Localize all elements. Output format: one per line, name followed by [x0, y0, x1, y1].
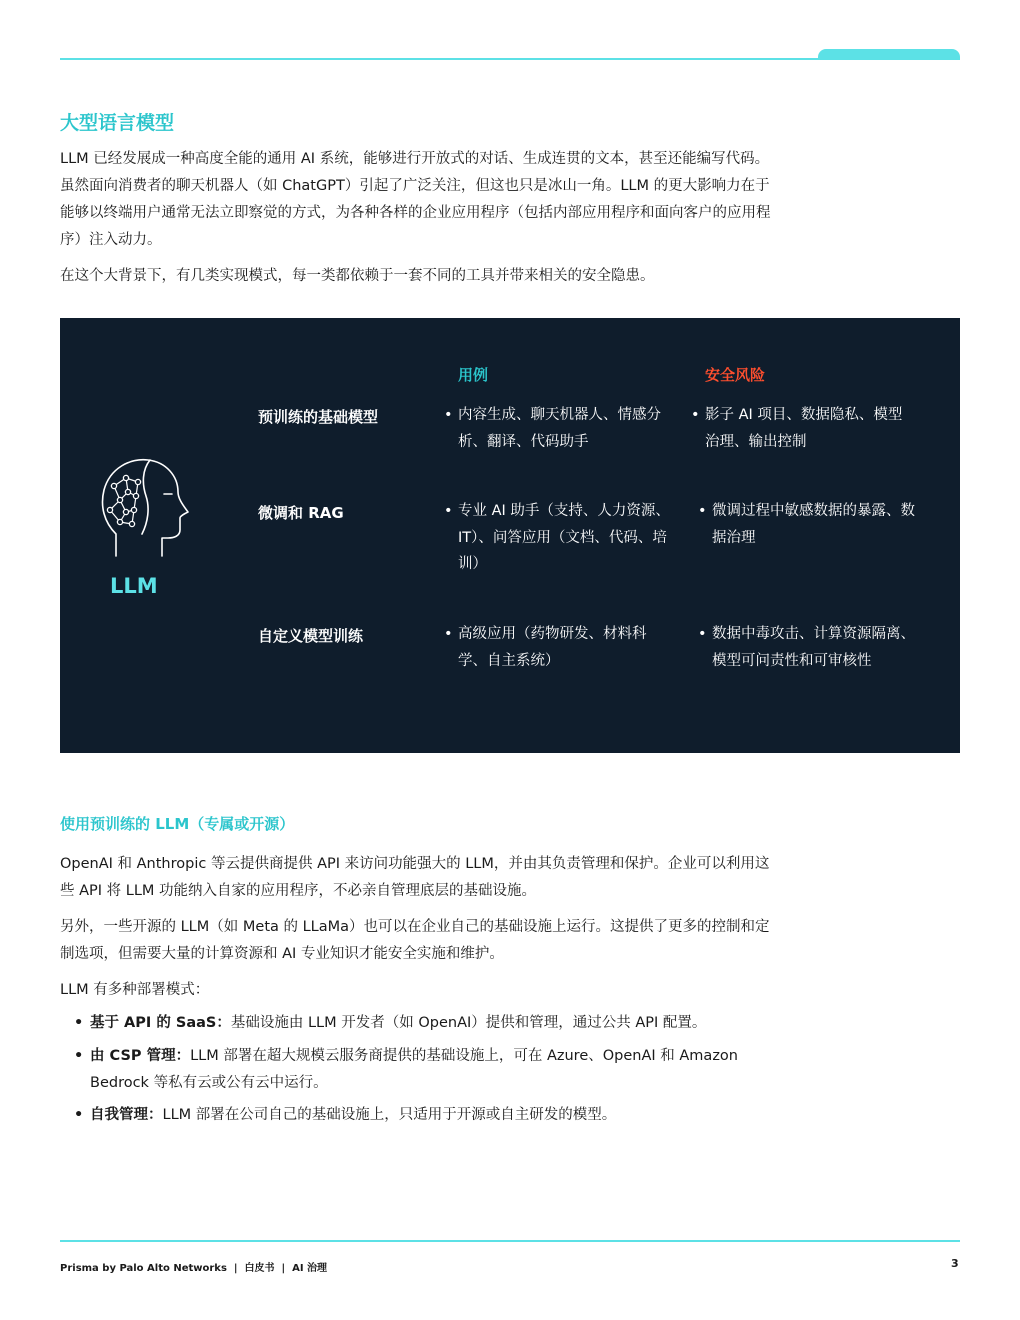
risk-text: 影子 AI 项目、数据隐私、模型治理、输出控制: [705, 407, 903, 450]
row-title-finetune-rag: 微调和 RAG: [258, 504, 344, 522]
cloud-api-paragraph: OpenAI 和 Anthropic 等云提供商提供 API 来访问功能强大的 LLM，并由其负责管理和保护。企业可以利用这些 API 将 LLM 功能纳入自家的应用程序，不必亲自管理底层的基础设施。: [60, 856, 770, 899]
open-source-paragraph: 另外，一些开源的 LLM（如 Meta 的 LLaMa）也可以在企业自己的基础设施上运行。这提供了更多的控制和定制选项，但需要大量的计算资源和 AI 专业知识才能安全实施和维护。: [60, 919, 770, 962]
row-title-custom-training: 自定义模型训练: [258, 627, 364, 645]
footer-brand: Prisma by Palo Alto Networks: [60, 1263, 227, 1274]
footer-separator: |: [281, 1263, 286, 1274]
header-rule: [60, 58, 960, 60]
section-title: 大型语言模型: [60, 112, 175, 134]
bullet-lead: 基于 API 的 SaaS：: [90, 1015, 231, 1031]
bullet-text: 基础设施由 LLM 开发者（如 OpenAI）提供和管理，通过公共 API 配置。: [230, 1015, 707, 1031]
footer-rule: [60, 1240, 960, 1242]
footer: [60, 1259, 327, 1274]
bullet-lead: 自我管理：: [90, 1107, 163, 1123]
bullet-saas: • 基于 API 的 SaaS：基础设施由 LLM 开发者（如 OpenAI）提供和管理，通过公共 API 配置。: [74, 1015, 707, 1031]
deployment-intro: LLM 有多种部署模式：: [60, 982, 210, 998]
footer-separator: |: [233, 1263, 238, 1274]
use-case-text: 内容生成、聊天机器人、情感分析、翻译、代码助手: [458, 407, 661, 450]
column-header-use-cases: 用例: [458, 366, 489, 384]
bullet-text: LLM 部署在超大规模云服务商提供的基础设施上，可在 Azure、OpenAI 和 Amazon Bedrock 等私有云或公有云中运行。: [90, 1048, 738, 1091]
footer-doc-type: 白皮书: [244, 1263, 275, 1274]
row-title-pretrained: 预训练的基础模型: [258, 408, 379, 426]
footer-topic: AI 治理: [292, 1263, 328, 1274]
risk-pretrained: • 影子 AI 项目、数据隐私、模型治理、输出控制: [691, 407, 903, 450]
column-header-security-risks: 安全风险: [705, 366, 766, 384]
bullet-self-managed: • 自我管理：LLM 部署在公司自己的基础设施上，只适用于开源或自主研发的模型。: [74, 1107, 617, 1123]
use-case-text: 高级应用（药物研发、材料科学、自主系统）: [458, 626, 647, 669]
context-paragraph: 在这个大背景下，有几类实现模式，每一类都依赖于一套不同的工具并带来相关的安全隐患。: [60, 268, 655, 284]
use-case-custom-training: • 高级应用（药物研发、材料科学、自主系统）: [444, 626, 647, 669]
head-brain-network-icon: [98, 456, 190, 560]
risk-text: 数据中毒攻击、计算资源隔离、模型可问责性和可审核性: [712, 626, 915, 669]
bullet-lead: 由 CSP 管理：: [90, 1048, 191, 1064]
use-case-text: 专业 AI 助手（支持、人力资源、IT）、问答应用（文档、代码、培训）: [458, 503, 670, 572]
bullet-csp-managed: • 由 CSP 管理：LLM 部署在超大规模云服务商提供的基础设施上，可在 Azure、OpenAI 和 Amazon Bedrock 等私有云或公有云中运行。: [74, 1048, 738, 1091]
use-case-pretrained: • 内容生成、聊天机器人、情感分析、翻译、代码助手: [444, 407, 661, 450]
risk-custom-training: • 数据中毒攻击、计算资源隔离、模型可问责性和可审核性: [698, 626, 915, 669]
page-number: 3: [951, 1257, 959, 1270]
risk-text: 微调过程中敏感数据的暴露、数据治理: [712, 503, 915, 546]
bullet-text: LLM 部署在公司自己的基础设施上，只适用于开源或自主研发的模型。: [162, 1107, 617, 1123]
intro-paragraph: LLM 已经发展成一种高度全能的通用 AI 系统，能够进行开放式的对话、生成连贯的文本，甚至还能编写代码。虽然面向消费者的聊天机器人（如 ChatGPT）引起了广泛关注，但这也只是冰山一角。LLM 的更大影响力在于能够以终端用户通常无法立即察觉的方式，为各种各样的企业应用程序（包括内部应用程序和面向客户的应用程序）注入动力。: [60, 151, 771, 248]
use-case-finetune-rag: • 专业 AI 助手（支持、人力资源、IT）、问答应用（文档、代码、培训）: [444, 503, 670, 572]
llm-label: LLM: [110, 574, 158, 598]
risk-finetune-rag: • 微调过程中敏感数据的暴露、数据治理: [698, 503, 915, 546]
llm-patterns-panel: [60, 318, 960, 753]
subsection-title: 使用预训练的 LLM（专属或开源）: [60, 815, 295, 833]
